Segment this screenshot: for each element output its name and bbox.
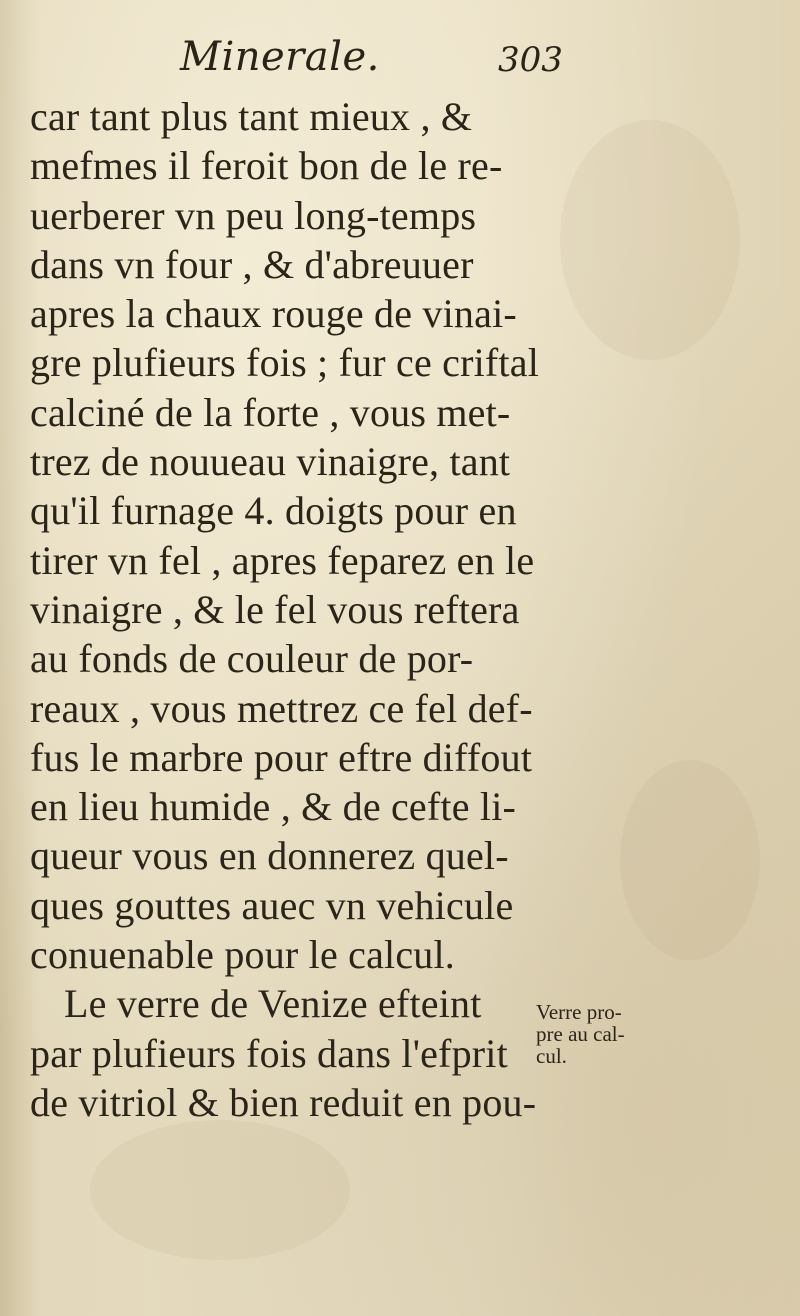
margin-note-line: Verre pro- xyxy=(536,1000,622,1024)
text-line: qu'il furnage 4. doigts pour en xyxy=(30,488,517,534)
text-line: au fonds de couleur de por- xyxy=(30,636,474,682)
body-text xyxy=(30,92,570,1127)
text-line: apres la chaux rouge de vinai- xyxy=(30,291,517,337)
text-line: calciné de la forte , vous met- xyxy=(30,389,511,435)
text-line: vinaigre , & le fel vous reftera xyxy=(30,586,520,632)
text-line: dans vn four , & d'abreuuer xyxy=(30,241,474,287)
page-header xyxy=(0,34,800,94)
text-line: en lieu humide , & de cefte li- xyxy=(30,784,517,830)
text-line: car tant plus tant mieux , & xyxy=(30,94,473,139)
text-line: uerberer vn peu long-temps xyxy=(30,192,477,238)
page-number: 303 xyxy=(498,40,563,80)
text-line-paragraph-start: Le verre de Venize efteint xyxy=(64,981,482,1027)
paper-stain xyxy=(620,760,760,960)
text-line: conuenable pour le calcul. xyxy=(30,932,456,978)
text-line: fus le marbre pour eftre diffout xyxy=(30,734,533,780)
text-line: ques gouttes auec vn vehicule xyxy=(30,882,514,928)
text-line: de vitriol & bien reduit en pou- xyxy=(30,1079,537,1125)
text-line: tirer vn fel , apres feparez en le xyxy=(30,537,535,583)
margin-note xyxy=(536,1001,666,1067)
text-line: mefmes il feroit bon de le re- xyxy=(30,143,503,189)
text-line: trez de nouueau vinaigre, tant xyxy=(30,439,511,485)
paper-stain xyxy=(90,1120,350,1260)
text-line: par plufieurs fois dans l'efprit xyxy=(30,1030,508,1076)
text-line: reaux , vous mettrez ce fel def- xyxy=(30,685,533,731)
margin-note-line: cul. xyxy=(536,1044,567,1068)
margin-note-line: pre au cal- xyxy=(536,1022,625,1046)
text-line: gre plufieurs fois ; fur ce criftal xyxy=(30,340,540,386)
text-line: queur vous en donnerez quel- xyxy=(30,833,509,879)
paper-stain xyxy=(560,120,740,360)
running-head: Minerale. xyxy=(180,34,380,80)
